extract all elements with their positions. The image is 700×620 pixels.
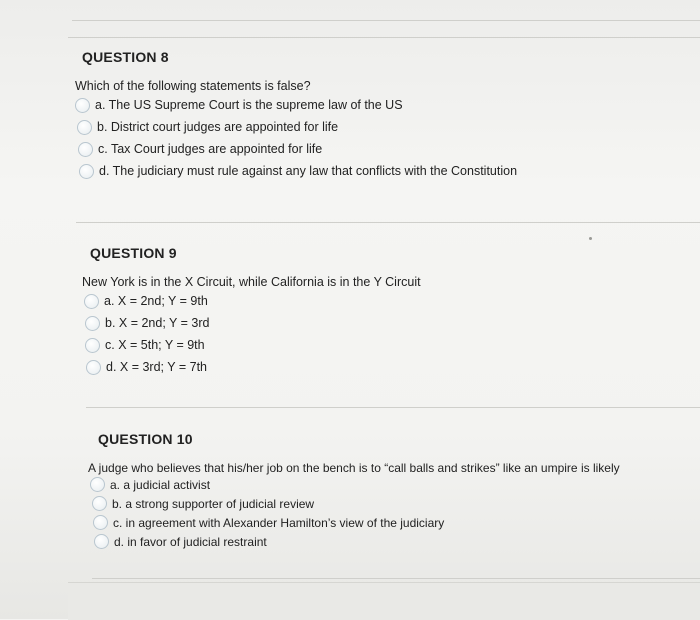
answer-option-b[interactable] (92, 494, 620, 513)
radio-button[interactable] (94, 534, 109, 549)
divider-q9-top (76, 222, 700, 223)
radio-button[interactable] (77, 120, 92, 135)
radio-button[interactable] (75, 98, 90, 113)
radio-button[interactable] (79, 164, 94, 179)
answer-option-c[interactable] (93, 513, 620, 532)
question-text: A judge who believes that his/her job on the bench is to “call balls and strikes” like an umpire is likely (88, 461, 620, 475)
answer-option-b[interactable] (85, 312, 421, 334)
question-text: Which of the following statements is false? (75, 79, 311, 93)
answer-options (75, 94, 517, 182)
option-label: c. Tax Court judges are appointed for life (98, 142, 323, 156)
option-label: d. in favor of judicial restraint (114, 534, 267, 549)
answer-option-a[interactable] (75, 94, 517, 116)
question-8 (75, 49, 517, 182)
answer-option-b[interactable] (77, 116, 517, 138)
divider-top (72, 20, 700, 21)
answer-option-c[interactable] (85, 334, 421, 356)
answer-option-d[interactable] (86, 356, 421, 378)
option-label: a. X = 2nd; Y = 9th (104, 294, 208, 308)
radio-button[interactable] (84, 294, 99, 309)
radio-button[interactable] (85, 316, 100, 331)
question-10 (88, 431, 620, 551)
question-title: QUESTION 10 (98, 431, 193, 447)
radio-button[interactable] (85, 338, 100, 353)
radio-button[interactable] (86, 360, 101, 375)
answer-option-a[interactable] (84, 290, 421, 312)
option-label: c. in agreement with Alexander Hamilton’s view of the judiciary (113, 515, 445, 530)
option-label: a. The US Supreme Court is the supreme law of the US (95, 98, 403, 112)
question-title: QUESTION 9 (90, 245, 177, 261)
option-label: b. X = 2nd; Y = 3rd (105, 316, 210, 330)
option-label: d. X = 3rd; Y = 7th (106, 360, 208, 374)
answer-option-d[interactable] (79, 160, 517, 182)
answer-option-a[interactable] (90, 475, 620, 494)
radio-button[interactable] (92, 496, 107, 511)
answer-options (82, 290, 421, 378)
question-title: QUESTION 8 (82, 49, 169, 65)
divider-q10-top (86, 407, 700, 408)
question-9 (82, 245, 421, 378)
next-question-band (68, 582, 700, 620)
option-label: c. X = 5th; Y = 9th (105, 338, 205, 352)
option-label: a. a judicial activist (110, 477, 211, 492)
divider-q8-top (68, 37, 700, 38)
option-label: b. District court judges are appointed for life (97, 120, 339, 134)
answer-options (88, 475, 620, 551)
option-label: b. a strong supporter of judicial review (112, 496, 315, 511)
answer-option-d[interactable] (94, 532, 620, 551)
divider-bottom (92, 578, 700, 579)
radio-button[interactable] (78, 142, 93, 157)
radio-button[interactable] (90, 477, 105, 492)
question-text: New York is in the X Circuit, while California is in the Y Circuit (82, 275, 421, 289)
dot-mark (589, 237, 592, 240)
option-label: d. The judiciary must rule against any law that conflicts with the Constitution (99, 164, 518, 178)
answer-option-c[interactable] (78, 138, 517, 160)
radio-button[interactable] (93, 515, 108, 530)
